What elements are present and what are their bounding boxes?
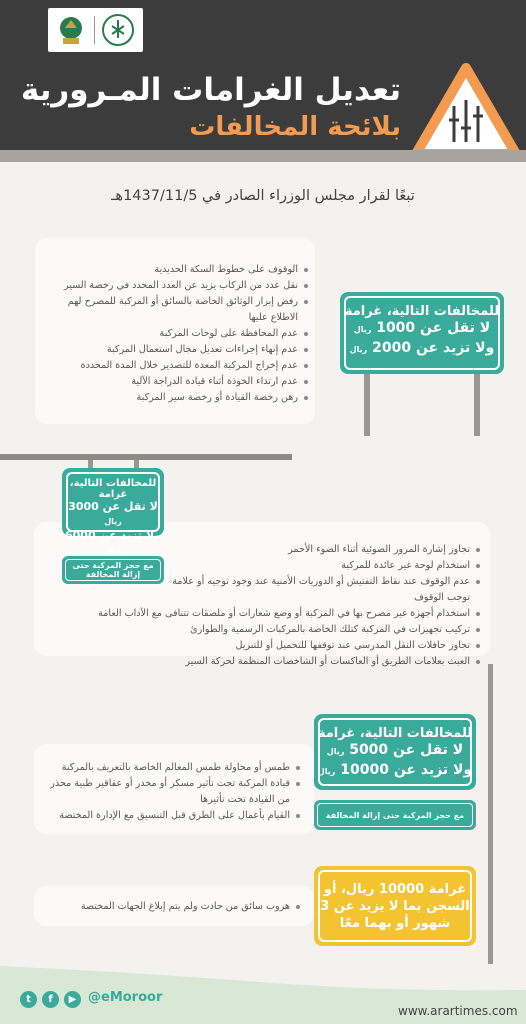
list-item: رهن رخصة القيادة أو رخصة سير المركبة	[48, 390, 308, 406]
fine-sign-1000-2000	[340, 292, 504, 374]
sign-min: لا تقل عن 1000	[376, 320, 491, 336]
twitter-icon[interactable]: t	[20, 991, 37, 1008]
sign-heading: للمخالفات التالية، غرامة	[344, 304, 500, 319]
impound-note-text: مع حجز المركبة حتى إزالة المخالفة	[317, 803, 473, 827]
sign-post	[474, 370, 480, 436]
currency-label: ريال	[353, 325, 372, 334]
currency-label: ريال	[317, 767, 336, 776]
tall-sign-post	[488, 664, 493, 964]
sign-line: غرامة 10000 ريال، أو	[323, 881, 467, 897]
fine-sign-3000-6000	[62, 468, 164, 555]
list-item: العبث بعلامات الطريق أو العاكسات أو الشاخصات المنظمة لحركة السير	[170, 654, 480, 670]
list-item: عدم إنهاء إجراءات تعديل مجال استعمال المركبة	[48, 342, 308, 358]
sign-heading: للمخالفات التالية، غرامة	[69, 478, 157, 500]
logos-box	[48, 8, 143, 52]
list-item: عدم الوقوف عند نقاط التفتيش أو الدوريات الأمنية عند وجود توجيه أو علامة توجب الوقوف	[170, 574, 480, 606]
list-item: القيام بأعمال على الطرق قبل التنسيق مع الإدارة المختصة	[38, 808, 300, 824]
section4-list	[38, 899, 300, 915]
sign-max: ولا تزيد عن 6000	[64, 529, 161, 542]
sign-max: ولا تزيد عن 10000	[340, 762, 473, 778]
page-subtitle-title: بلائحة المخالفات	[189, 112, 401, 142]
list-item: تركيب تجهيزات في المركبة كتلك الخاصة بالمركبات الرسمية والطوارئ	[170, 622, 480, 638]
sign-min: لا تقل عن 3000	[68, 500, 158, 513]
list-item: عدم ارتداء الخوذة أثناء قيادة الدراجة الآلية	[48, 374, 308, 390]
header-banner	[0, 0, 526, 162]
list-item: استخدام أجهزة غير مصرح بها في المركبة أو وضع شعارات أو ملصقات تتنافى مع الآداب العامة	[170, 606, 480, 622]
ministry-logo-icon	[100, 12, 136, 48]
list-item: تجاوز إشارة المرور الضوئية أثناء الضوء الأحمر	[170, 542, 480, 558]
currency-label: ريال	[349, 345, 368, 354]
sign-max: ولا تزيد عن 2000	[372, 340, 495, 356]
fine-sign-5000-10000	[314, 714, 476, 790]
warning-triangle-icon	[410, 62, 522, 162]
twitter-handle[interactable]: @eMoroor	[88, 990, 163, 1005]
list-item: قيادة المركبة تحت تأثير مسكر أو مخدر أو عقاقير طبية محذر من القيادة تحت تأثيرها	[38, 776, 300, 808]
list-item: هروب سائق من حادث ولم يتم إبلاغ الجهات المختصة	[38, 899, 300, 915]
guard-rail	[0, 454, 292, 460]
sign-heading: للمخالفات التالية، غرامة	[317, 726, 473, 741]
list-item: عدم المحافظة على لوحات المركبة	[48, 326, 308, 342]
decree-subtitle: تبعًا لقرار مجلس الوزراء الصادر في 1437/11/5هـ	[111, 188, 415, 204]
list-item: نقل عدد من الركاب يزيد عن العدد المحدد في رخصة السير	[48, 278, 308, 294]
traffic-police-logo-icon	[54, 12, 88, 48]
youtube-icon[interactable]: ▶	[64, 991, 81, 1008]
sign-post	[364, 370, 370, 436]
list-item: عدم إخراج المركبة المعدة للتصدير خلال المدة المحددة	[48, 358, 308, 374]
currency-label: ريال	[326, 747, 345, 756]
impound-note	[314, 800, 476, 830]
sign-min: لا تقل عن 5000	[349, 742, 464, 758]
page-title: تعديل الغرامات المـرورية	[20, 72, 401, 108]
list-item: تجاوز حافلات النقل المدرسي عند توقفها للتحميل أو للتنزيل	[170, 638, 480, 654]
impound-note	[62, 556, 164, 584]
section3-list	[38, 760, 300, 824]
header-stripe	[0, 150, 526, 162]
currency-label: ريال	[104, 517, 122, 526]
logo-separator	[94, 16, 95, 44]
currency-label: ريال	[104, 546, 122, 555]
list-item: الوقوف على خطوط السكة الحديدية	[48, 262, 308, 278]
list-item: طمس أو محاولة طمس المعالم الخاصة بالتعريف بالمركبة	[38, 760, 300, 776]
list-item: رفض إبراز الوثائق الخاصة بالسائق أو المركبة للمصرح لهم الاطلاع عليها	[48, 294, 308, 326]
list-item: استخدام لوحة غير عائدة للمركبة	[170, 558, 480, 574]
section1-list	[48, 262, 308, 406]
fine-sign-prison	[314, 866, 476, 946]
facebook-icon[interactable]: f	[42, 991, 59, 1008]
sign-line: السجن بما لا يزيد عن 3	[320, 898, 470, 914]
watermark-site: www.arartimes.com	[398, 1004, 518, 1018]
sign-line: شهور أو بهما معًا	[339, 915, 451, 931]
impound-note-text: مع حجز المركبة حتى إزالة المخالفة	[65, 559, 161, 581]
